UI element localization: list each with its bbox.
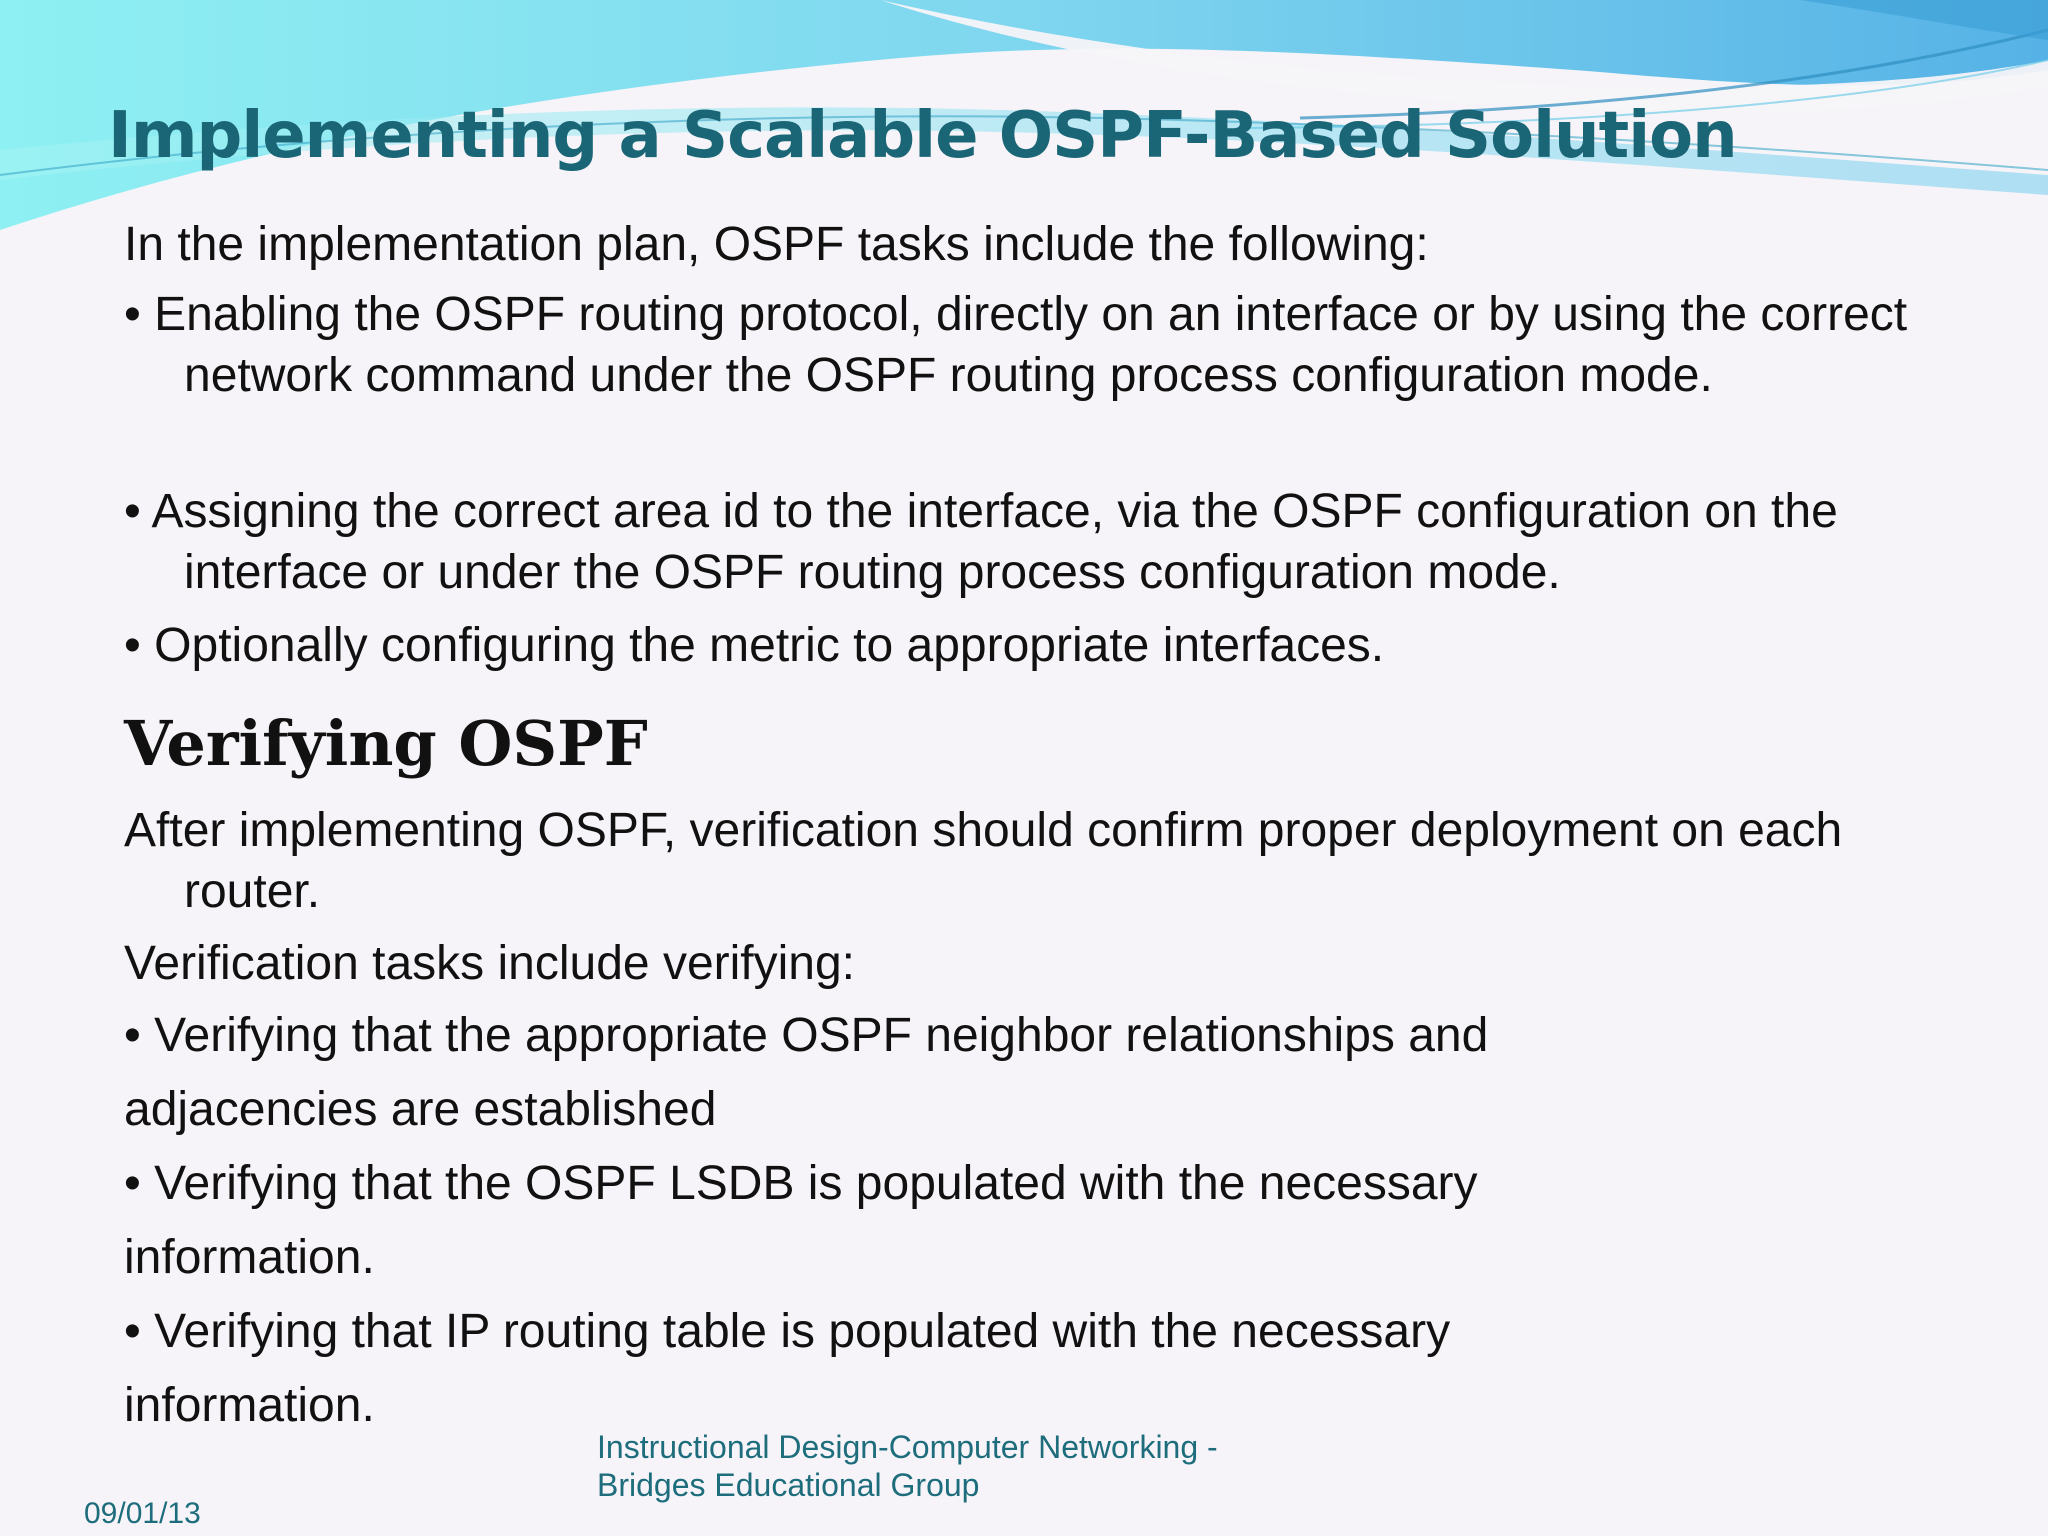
verification-bullet-3-cont: information.: [124, 1379, 375, 1432]
bullet-mark: •: [124, 1305, 141, 1358]
bullet-text-line1: Verifying that the appropriate OSPF neighbor relationships and: [154, 1009, 1489, 1062]
slide-title: Implementing a Scalable OSPF-Based Solution: [108, 99, 1737, 173]
bullet-text-line1: Verifying that the OSPF LSDB is populated with the necessary: [154, 1157, 1478, 1210]
bullet-mark: •: [124, 619, 141, 672]
bullet-mark: •: [124, 1009, 141, 1062]
implementation-bullet-1: [124, 284, 1984, 406]
verification-bullet-3: [124, 1301, 1924, 1362]
bullet-mark: •: [124, 485, 141, 538]
bullet-text: Assigning the correct area id to the interface, via the OSPF configuration on the interface or under the OSPF routing process configuration mode.: [151, 485, 1838, 599]
bullet-text-line1: Verifying that IP routing table is populated with the necessary: [154, 1305, 1451, 1358]
implementation-bullet-2: [124, 481, 1984, 603]
verification-intro: Verification tasks include verifying:: [124, 937, 856, 990]
bullet-text: Optionally configuring the metric to appropriate interfaces.: [154, 619, 1385, 672]
implementation-bullet-3: [124, 615, 1984, 676]
bullet-mark: •: [124, 1157, 141, 1210]
verification-bullet-1: [124, 1005, 1924, 1066]
footer-org-line1: Instructional Design-Computer Networking -: [597, 1429, 1218, 1465]
footer-organization: [597, 1428, 1218, 1504]
verification-paragraph: After implementing OSPF, verification should confirm proper deployment on each router.: [124, 804, 1843, 918]
implementation-intro: In the implementation plan, OSPF tasks include the following:: [124, 218, 1429, 271]
footer-date: 09/01/13: [84, 1497, 201, 1530]
bullet-text: Enabling the OSPF routing protocol, directly on an interface or by using the correct network command under the OSPF routing process configuration mode.: [154, 288, 1908, 402]
verifying-heading: Verifying OSPF: [124, 707, 648, 780]
verification-bullet-2-cont: information.: [124, 1231, 375, 1284]
verification-bullet-1-cont: adjacencies are established: [124, 1083, 717, 1136]
bullet-mark: •: [124, 288, 141, 341]
verification-bullet-2: [124, 1153, 1924, 1214]
footer-org-line2: Bridges Educational Group: [597, 1467, 980, 1503]
